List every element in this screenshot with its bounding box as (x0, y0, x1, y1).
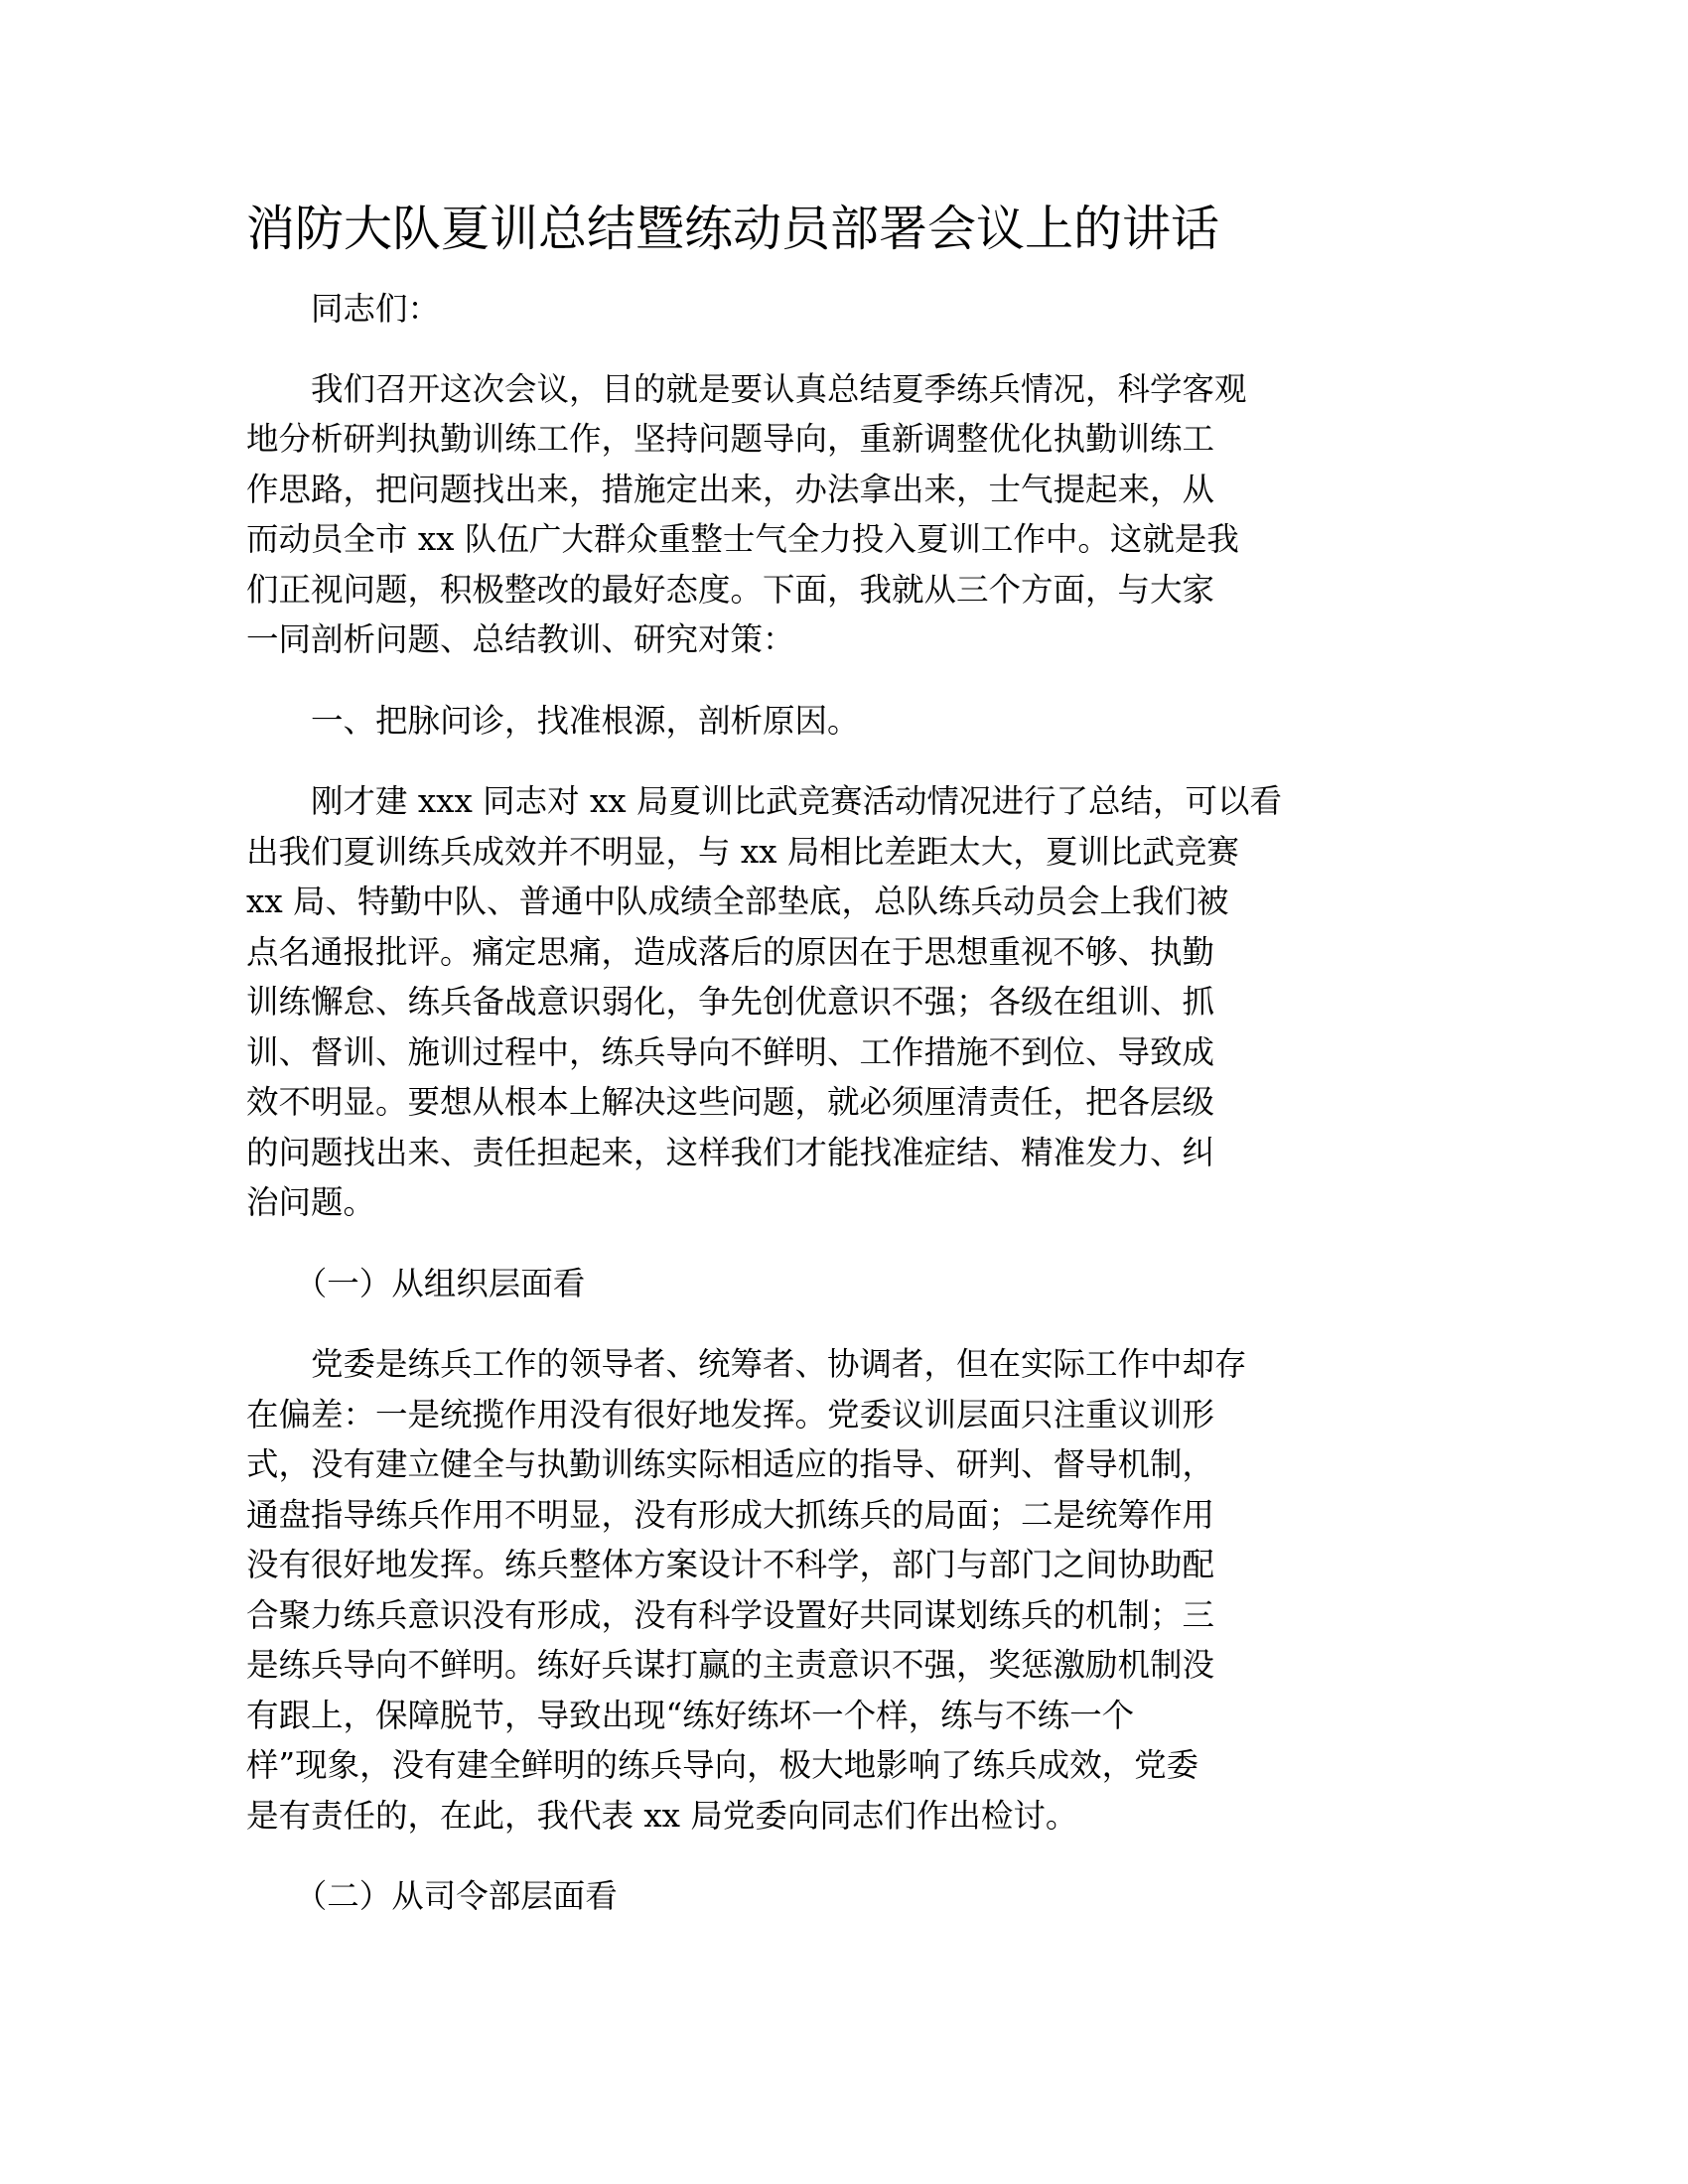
text-line: 合聚力练兵意识没有形成，没有科学设置好共同谋划练兵的机制；三 (246, 1595, 1215, 1634)
paragraph-organization (246, 1339, 1438, 1841)
paragraph-intro (246, 364, 1438, 665)
heading-text: 一、把脉问诊，找准根源，剖析原因。 (311, 701, 860, 740)
section-heading-1 (246, 696, 1438, 747)
text-line: 效不明显。要想从根本上解决这些问题，就必须厘清责任，把各层级 (246, 1083, 1215, 1121)
text-line: 训、督训、施训过程中，练兵导向不鲜明、工作措施不到位、导致成 (246, 1032, 1215, 1071)
subheading-text: （一）从组织层面看 (294, 1264, 586, 1302)
text-line: 治问题。 (246, 1183, 376, 1221)
subheading-headquarters (246, 1871, 1438, 1922)
text-line: 是练兵导向不鲜明。练好兵谋打赢的主责意识不强，奖惩激励机制没 (246, 1646, 1215, 1684)
text-line: 通盘指导练兵作用不明显，没有形成大抓练兵的局面；二是统筹作用 (246, 1495, 1215, 1534)
salutation: 同志们： (311, 290, 441, 328)
text-line: 点名通报批评。痛定思痛，造成落后的原因在于思想重视不够、执勤 (246, 932, 1215, 971)
document-page (246, 199, 1438, 1953)
subheading-text: （二）从司令部层面看 (294, 1877, 618, 1915)
text-line: 训练懈怠、练兵备战意识弱化，争先创优意识不强；各级在组训、抓 (246, 983, 1215, 1021)
text-line: 作思路，把问题找出来，措施定出来，办法拿出来，士气提起来，从 (246, 470, 1215, 508)
paragraph-analysis (246, 776, 1438, 1228)
document-title: 消防大队夏训总结暨练动员部署会议上的讲话 (246, 201, 1220, 257)
text-line: 没有很好地发挥。练兵整体方案设计不科学，部门与部门之间协助配 (246, 1546, 1215, 1583)
text-line: 党委是练兵工作的领导者、统筹者、协调者，但在实际工作中却存 (311, 1345, 1247, 1383)
text-line: 有跟上，保障脱节，导致出现“练好练坏一个样，练与不练一个 (246, 1696, 1135, 1734)
text-line: xx 局、特勤中队、普通中队成绩全部垫底，总队练兵动员会上我们被 (246, 883, 1229, 920)
text-line: 式，没有建立健全与执勤训练实际相适应的指导、研判、督导机制， (246, 1445, 1215, 1483)
text-line: 们正视问题，积极整改的最好态度。下面，我就从三个方面，与大家 (246, 570, 1215, 609)
text-line: 的问题找出来、责任担起来，这样我们才能找准症结、精准发力、纠 (246, 1133, 1215, 1171)
text-line: 一同剖析问题、总结教训、研究对策： (246, 620, 795, 658)
text-line: 我们召开这次会议，目的就是要认真总结夏季练兵情况，科学客观 (311, 369, 1247, 408)
text-line: 在偏差：一是统揽作用没有很好地发挥。党委议训层面只注重议训形 (246, 1395, 1215, 1433)
text-line: 出我们夏训练兵成效并不明显，与 xx 局相比差距太大，夏训比武竞赛 (246, 832, 1239, 871)
text-line: 是有责任的，在此，我代表 xx 局党委向同志们作出检讨。 (246, 1796, 1078, 1835)
text-line: 刚才建 xxx 同志对 xx 局夏训比武竞赛活动情况进行了总结，可以看 (311, 782, 1282, 820)
text-line: 而动员全市 xx 队伍广大群众重整士气全力投入夏训工作中。这就是我 (246, 520, 1239, 558)
text-line: 地分析研判执勤训练工作，坚持问题导向，重新调整优化执勤训练工 (246, 420, 1215, 458)
text-line: 样”现象，没有建全鲜明的练兵导向，极大地影响了练兵成效，党委 (246, 1746, 1199, 1784)
subheading-organization (246, 1259, 1438, 1309)
